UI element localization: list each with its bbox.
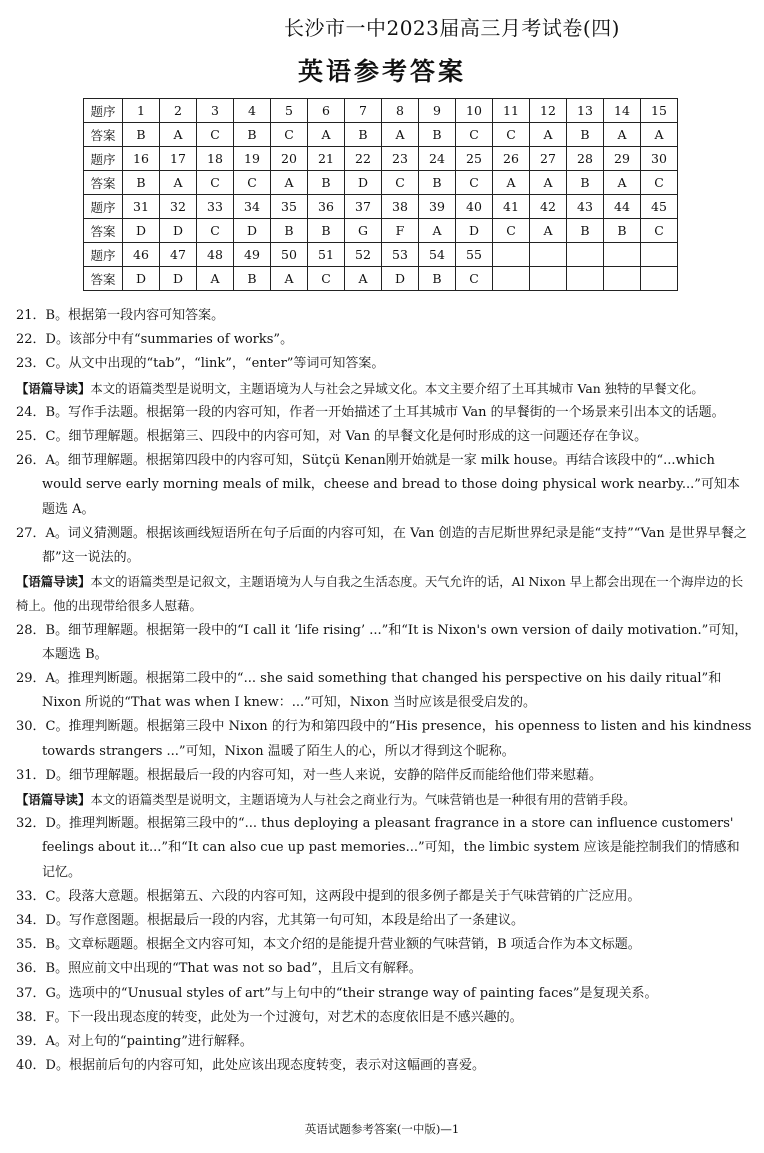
table-cell: 40 [456, 195, 493, 219]
table-cell: 10 [456, 99, 493, 123]
question-number-row [84, 147, 678, 171]
table-cell: 32 [160, 195, 197, 219]
answer-row [84, 219, 678, 243]
table-cell: 8 [382, 99, 419, 123]
table-cell: 24 [419, 147, 456, 171]
table-cell: D [160, 219, 197, 243]
explanations [16, 304, 752, 1079]
table-cell: C [456, 123, 493, 147]
table-cell: D [123, 267, 160, 291]
table-cell: B [345, 123, 382, 147]
answer-row [84, 267, 678, 291]
table-cell: 41 [493, 195, 530, 219]
table-cell: A [604, 123, 641, 147]
row-header-cell: 题序 [84, 243, 123, 267]
table-cell: 30 [641, 147, 678, 171]
table-cell: 19 [234, 147, 271, 171]
table-cell: B [234, 123, 271, 147]
answer-row [84, 123, 678, 147]
passage-guide-tag: 【语篇导读】 [16, 574, 91, 590]
table-cell: A [530, 219, 567, 243]
table-cell: A [530, 123, 567, 147]
table-cell [604, 267, 641, 291]
answer-explanation: 29．A。推理判断题。根据第二段中的“... she said something that changed his perspective on his daily ritual”和 Nixon 所说的“That was when I knew：...”可知，Nixon 当时应该是很受启发的。 [16, 671, 722, 711]
table-cell: 42 [530, 195, 567, 219]
answer-explanation: 36．B。照应前文中出现的“That was not so bad”，且后文有解释。 [16, 961, 422, 977]
table-cell: A [382, 123, 419, 147]
table-cell: A [308, 123, 345, 147]
table-cell: A [160, 123, 197, 147]
table-cell: A [530, 171, 567, 195]
answer-explanation: 25．C。细节理解题。根据第三、四段中的内容可知，对 Van 的早餐文化是何时形成的这一问题还存在争议。 [16, 429, 648, 445]
table-cell: 49 [234, 243, 271, 267]
answer-explanation: 23．C。从文中出现的“tab”，“link”，“enter”等词可知答案。 [16, 356, 385, 372]
table-cell: 27 [530, 147, 567, 171]
table-cell: A [345, 267, 382, 291]
table-cell: 53 [382, 243, 419, 267]
table-cell: 11 [493, 99, 530, 123]
table-cell: B [271, 219, 308, 243]
table-cell: 13 [567, 99, 604, 123]
table-cell: C [456, 171, 493, 195]
table-cell [567, 267, 604, 291]
table-cell: 16 [123, 147, 160, 171]
answer-explanation: 40．D。根据前后句的内容可知，此处应该出现态度转变，表示对这幅画的喜爱。 [16, 1058, 485, 1074]
table-cell: 45 [641, 195, 678, 219]
table-cell: C [271, 123, 308, 147]
table-cell: 9 [419, 99, 456, 123]
table-cell: C [197, 219, 234, 243]
table-cell: C [641, 219, 678, 243]
answer-explanation: 28．B。细节理解题。根据第一段中的“I call it ‘life rising’ ...”和“It is Nixon's own version of daily motivation.”可知，本题选 B。 [16, 622, 748, 662]
answer-explanation: 38．F。下一段出现态度的转变，此处为一个过渡句，对艺术的态度依旧是不感兴趣的。 [16, 1009, 523, 1025]
table-cell: A [419, 219, 456, 243]
table-cell: 43 [567, 195, 604, 219]
answer-explanation: 26．A。细节理解题。根据第四段中的内容可知，Sütçü Kenan刚开始就是一家 milk house。再结合该段中的“...which would serve early morning meals of milk，cheese and bread to those doing physical work nearby...”可知本题选 A。 [16, 453, 740, 517]
answer-explanation: 27．A。词义猜测题。根据该画线短语所在句子后面的内容可知，在 Van 创造的吉尼斯世界纪录是能“支持”“Van 是世界早餐之都”这一说法的。 [16, 525, 747, 566]
table-cell: A [271, 171, 308, 195]
passage-guide [16, 377, 752, 401]
row-header-cell: 题序 [84, 147, 123, 171]
table-cell [530, 243, 567, 267]
table-cell: 38 [382, 195, 419, 219]
answer-explanation: 24．B。写作手法题。根据第一段的内容可知，作者一开始描述了土耳其城市 Van 的早餐街的一个场景来引出本文的话题。 [16, 404, 725, 420]
table-cell: 12 [530, 99, 567, 123]
page-footer: 英语试题参考答案(一中版)—1 [304, 1122, 460, 1136]
table-cell: 22 [345, 147, 382, 171]
row-header-cell: 题序 [84, 99, 123, 123]
table-cell: C [493, 123, 530, 147]
table-cell: B [123, 171, 160, 195]
table-cell: B [567, 123, 604, 147]
answer-explanation: 34．D。写作意图题。根据最后一段的内容，尤其第一句可知，本段是给出了一条建议。 [16, 913, 524, 929]
table-cell: A [271, 267, 308, 291]
table-cell: 51 [308, 243, 345, 267]
table-cell: 3 [197, 99, 234, 123]
table-cell: D [234, 219, 271, 243]
table-cell: 5 [271, 99, 308, 123]
table-cell: B [308, 219, 345, 243]
table-cell: 55 [456, 243, 493, 267]
table-cell: D [160, 267, 197, 291]
table-cell: 34 [234, 195, 271, 219]
row-header-cell: 答案 [84, 219, 123, 243]
table-cell: 39 [419, 195, 456, 219]
table-cell: D [123, 219, 160, 243]
table-cell: 33 [197, 195, 234, 219]
row-header-cell: 答案 [84, 171, 123, 195]
passage-guide-text: 本文的语篇类型是说明文，主题语境为人与社会之商业行为。气味营销也是一种很有用的营销手段。 [90, 792, 636, 808]
passage-guide-text: 本文的语篇类型是记叙文，主题语境为人与自我之生活态度。天气允许的话，Al Nixon 早上都会出现在一个海岸边的长椅上。他的出现带给很多人慰藉。 [16, 574, 744, 614]
table-cell: 14 [604, 99, 641, 123]
table-cell: B [604, 219, 641, 243]
table-cell: 50 [271, 243, 308, 267]
table-cell: 17 [160, 147, 197, 171]
row-header-cell: 答案 [84, 123, 123, 147]
table-cell [641, 243, 678, 267]
table-cell: D [456, 219, 493, 243]
passage-guide [16, 788, 752, 812]
table-cell: B [567, 219, 604, 243]
table-cell: 15 [641, 99, 678, 123]
table-cell: B [234, 267, 271, 291]
table-cell [493, 243, 530, 267]
answer-explanation: 35．B。文章标题题。根据全文内容可知，本文介绍的是能提升营业额的气味营销，B 项适合作为本文标题。 [16, 937, 641, 953]
table-cell: 4 [234, 99, 271, 123]
table-cell: 7 [345, 99, 382, 123]
table-cell [641, 267, 678, 291]
table-cell: B [419, 123, 456, 147]
answer-table [83, 98, 678, 291]
table-cell: B [123, 123, 160, 147]
answer-explanation: 30．C。推理判断题。根据第三段中 Nixon 的行为和第四段中的“His presence，his openness to listen and his kindness towards strangers ...”可知，Nixon 温暖了陌生人的心，所以才得到这个昵称。 [16, 719, 752, 759]
table-cell: F [382, 219, 419, 243]
table-cell: G [345, 219, 382, 243]
table-cell: 36 [308, 195, 345, 219]
table-cell: C [456, 267, 493, 291]
table-cell: 2 [160, 99, 197, 123]
table-cell [530, 267, 567, 291]
table-cell: B [419, 171, 456, 195]
answer-explanation: 31．D。细节理解题。根据最后一段的内容可知，对一些人来说，安静的陪伴反而能给他们带来慰藉。 [16, 767, 602, 783]
table-cell: 52 [345, 243, 382, 267]
table-cell: A [641, 123, 678, 147]
question-number-row [84, 195, 678, 219]
row-header-cell: 答案 [84, 267, 123, 291]
exam-title-row [0, 12, 764, 41]
table-cell: 44 [604, 195, 641, 219]
row-header-cell: 题序 [84, 195, 123, 219]
question-number-row [84, 99, 678, 123]
table-cell: 46 [123, 243, 160, 267]
table-cell: 48 [197, 243, 234, 267]
table-cell [493, 267, 530, 291]
table-cell: C [197, 171, 234, 195]
answer-explanation: 32．D。推理判断题。根据第三段中的“... thus deploying a pleasant fragrance in a store can influence customers' feelings about it...”和“It can also cue up past memories...”可知，the limbic system 应该是能控制我们的情感和记忆。 [16, 816, 740, 880]
table-cell: 25 [456, 147, 493, 171]
table-cell: 6 [308, 99, 345, 123]
table-cell: B [419, 267, 456, 291]
table-cell: 54 [419, 243, 456, 267]
table-cell: C [197, 123, 234, 147]
answer-key-title: 英语参考答案 [297, 57, 466, 86]
table-cell: A [197, 267, 234, 291]
table-cell: B [567, 171, 604, 195]
passage-guide-tag: 【语篇导读】 [16, 380, 91, 396]
answer-explanation: 22．D。该部分中有“summaries of works”。 [16, 332, 294, 348]
answer-explanation: 37．G。选项中的“Unusual styles of art”与上句中的“their strange way of painting faces”是复现关系。 [16, 985, 658, 1001]
passage-guide-tag: 【语篇导读】 [16, 792, 91, 808]
table-cell: C [234, 171, 271, 195]
passage-guide-text: 本文的语篇类型是说明文，主题语境为人与社会之异域文化。本文主要介绍了土耳其城市 Van 独特的早餐文化。 [90, 380, 704, 396]
question-number-row [84, 243, 678, 267]
table-cell: 1 [123, 99, 160, 123]
table-cell: 47 [160, 243, 197, 267]
table-cell: 26 [493, 147, 530, 171]
table-cell: 37 [345, 195, 382, 219]
table-cell: 18 [197, 147, 234, 171]
table-cell: D [382, 267, 419, 291]
table-cell: C [641, 171, 678, 195]
table-cell: C [382, 171, 419, 195]
table-cell [567, 243, 604, 267]
table-cell: B [308, 171, 345, 195]
table-cell: C [493, 219, 530, 243]
table-cell [604, 243, 641, 267]
table-cell: C [308, 267, 345, 291]
answer-explanation: 39．A。对上句的“painting”进行解释。 [16, 1034, 253, 1050]
table-cell: 29 [604, 147, 641, 171]
table-cell: A [493, 171, 530, 195]
table-cell: A [160, 171, 197, 195]
passage-guide [16, 570, 752, 618]
table-cell: 28 [567, 147, 604, 171]
exam-title: 长沙市一中2023届高三月考试卷(四) [283, 16, 620, 40]
table-cell: 35 [271, 195, 308, 219]
answer-explanation: 21．B。根据第一段内容可知答案。 [16, 308, 225, 323]
table-cell: 21 [308, 147, 345, 171]
answer-row [84, 171, 678, 195]
table-cell: D [345, 171, 382, 195]
table-cell: 31 [123, 195, 160, 219]
table-cell: A [604, 171, 641, 195]
table-cell: 20 [271, 147, 308, 171]
answer-explanation: 33．C。段落大意题。根据第五、六段的内容可知，这两段中提到的很多例子都是关于气味营销的广泛应用。 [16, 888, 641, 904]
table-cell: 23 [382, 147, 419, 171]
